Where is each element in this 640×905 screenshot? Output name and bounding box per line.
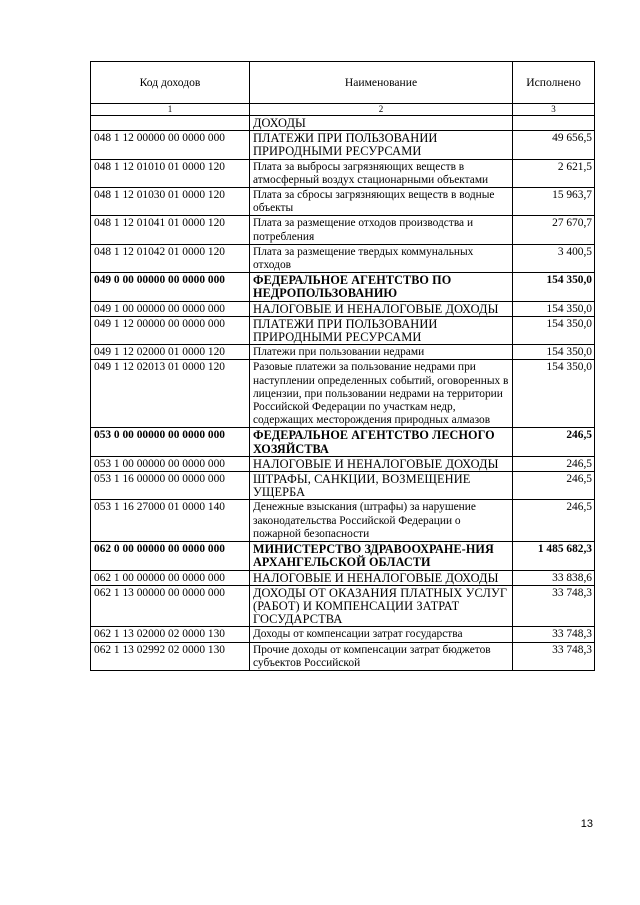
row-amount: 33 748,3: [513, 627, 595, 642]
row-name: ШТРАФЫ, САНКЦИИ, ВОЗМЕЩЕНИЕ УЩЕРБА: [250, 472, 513, 500]
row-code: 049 1 00 00000 00 0000 000: [91, 301, 250, 316]
table-row: [91, 542, 595, 570]
row-name: МИНИСТЕРСТВО ЗДРАВООХРАНЕ-НИЯ АРХАНГЕЛЬСКОЙ ОБЛАСТИ: [250, 542, 513, 570]
row-amount: 3 400,5: [513, 244, 595, 272]
row-name: НАЛОГОВЫЕ И НЕНАЛОГОВЫЕ ДОХОДЫ: [250, 301, 513, 316]
row-name: Плата за размещение отходов производства и потребления: [250, 216, 513, 244]
table-row: [91, 570, 595, 585]
row-code: 062 0 00 00000 00 0000 000: [91, 542, 250, 570]
row-name: Плата за выбросы загрязняющих веществ в атмосферный воздух стационарными объектами: [250, 159, 513, 187]
row-code: 048 1 12 01030 01 0000 120: [91, 188, 250, 216]
row-name: ДОХОДЫ ОТ ОКАЗАНИЯ ПЛАТНЫХ УСЛУГ (РАБОТ) И КОМПЕНСАЦИИ ЗАТРАТ ГОСУДАРСТВА: [250, 585, 513, 627]
row-code: 048 1 12 01041 01 0000 120: [91, 216, 250, 244]
row-amount: [513, 116, 595, 131]
header-row: [91, 62, 595, 104]
table-row: [91, 345, 595, 360]
table-body: [91, 116, 595, 671]
row-code: 048 1 12 00000 00 0000 000: [91, 131, 250, 159]
row-code: 053 1 00 00000 00 0000 000: [91, 456, 250, 471]
table-row: [91, 585, 595, 627]
column-number-1: 1: [91, 104, 250, 116]
table-row: [91, 500, 595, 542]
table-row: [91, 188, 595, 216]
table-row: [91, 273, 595, 301]
row-name: Плата за сбросы загрязняющих веществ в водные объекты: [250, 188, 513, 216]
table-row: [91, 116, 595, 131]
row-amount: 33 838,6: [513, 570, 595, 585]
row-code: 048 1 12 01042 01 0000 120: [91, 244, 250, 272]
table-row: [91, 244, 595, 272]
page-number: 13: [580, 818, 593, 830]
row-code: 053 1 16 00000 00 0000 000: [91, 472, 250, 500]
row-amount: 246,5: [513, 500, 595, 542]
row-code: 062 1 13 02992 02 0000 130: [91, 642, 250, 670]
row-code: 053 0 00 00000 00 0000 000: [91, 428, 250, 456]
table-row: [91, 428, 595, 456]
row-amount: 15 963,7: [513, 188, 595, 216]
row-name: Плата за размещение твердых коммунальных отходов: [250, 244, 513, 272]
row-amount: 154 350,0: [513, 316, 595, 344]
row-amount: 49 656,5: [513, 131, 595, 159]
row-amount: 154 350,0: [513, 345, 595, 360]
column-number-3: 3: [513, 104, 595, 116]
row-name: НАЛОГОВЫЕ И НЕНАЛОГОВЫЕ ДОХОДЫ: [250, 570, 513, 585]
table-row: [91, 216, 595, 244]
table-row: [91, 131, 595, 159]
row-code: 053 1 16 27000 01 0000 140: [91, 500, 250, 542]
table-row: [91, 159, 595, 187]
row-amount: 1 485 682,3: [513, 542, 595, 570]
row-code: 049 0 00 00000 00 0000 000: [91, 273, 250, 301]
row-amount: 33 748,3: [513, 585, 595, 627]
row-code: 049 1 12 00000 00 0000 000: [91, 316, 250, 344]
table-row: [91, 472, 595, 500]
row-amount: 27 670,7: [513, 216, 595, 244]
row-code: 048 1 12 01010 01 0000 120: [91, 159, 250, 187]
revenue-table: [90, 61, 595, 671]
row-code: 062 1 00 00000 00 0000 000: [91, 570, 250, 585]
header-name: Наименование: [250, 62, 513, 104]
row-amount: 2 621,5: [513, 159, 595, 187]
row-amount: 154 350,0: [513, 360, 595, 428]
row-code: [91, 116, 250, 131]
table-row: [91, 316, 595, 344]
row-name: ПЛАТЕЖИ ПРИ ПОЛЬЗОВАНИИ ПРИРОДНЫМИ РЕСУРСАМИ: [250, 131, 513, 159]
column-number-row: [91, 104, 595, 116]
table-row: [91, 360, 595, 428]
row-name: Доходы от компенсации затрат государства: [250, 627, 513, 642]
row-name: НАЛОГОВЫЕ И НЕНАЛОГОВЫЕ ДОХОДЫ: [250, 456, 513, 471]
row-name: ФЕДЕРАЛЬНОЕ АГЕНТСТВО ЛЕСНОГО ХОЗЯЙСТВА: [250, 428, 513, 456]
table-row: [91, 456, 595, 471]
row-name: ФЕДЕРАЛЬНОЕ АГЕНТСТВО ПО НЕДРОПОЛЬЗОВАНИЮ: [250, 273, 513, 301]
row-amount: 154 350,0: [513, 301, 595, 316]
table-row: [91, 627, 595, 642]
row-amount: 246,5: [513, 456, 595, 471]
column-number-2: 2: [250, 104, 513, 116]
row-name: ПЛАТЕЖИ ПРИ ПОЛЬЗОВАНИИ ПРИРОДНЫМИ РЕСУРСАМИ: [250, 316, 513, 344]
row-amount: 246,5: [513, 472, 595, 500]
row-amount: 33 748,3: [513, 642, 595, 670]
table-row: [91, 642, 595, 670]
row-amount: 154 350,0: [513, 273, 595, 301]
row-name: Прочие доходы от компенсации затрат бюджетов субъектов Российской: [250, 642, 513, 670]
row-amount: 246,5: [513, 428, 595, 456]
row-code: 062 1 13 02000 02 0000 130: [91, 627, 250, 642]
row-name: Денежные взыскания (штрафы) за нарушение законодательства Российской Федерации о пожарной безопасности: [250, 500, 513, 542]
row-name: ДОХОДЫ: [250, 116, 513, 131]
header-amount: Исполнено: [513, 62, 595, 104]
row-name: Разовые платежи за пользование недрами при наступлении определенных событий, оговоренных в лицензии, при пользовании недрами на территории Российской Федерации по участкам недр, содержащих месторождения природных алмазов: [250, 360, 513, 428]
row-code: 049 1 12 02013 01 0000 120: [91, 360, 250, 428]
table-row: [91, 301, 595, 316]
header-code: Код доходов: [91, 62, 250, 104]
row-code: 062 1 13 00000 00 0000 000: [91, 585, 250, 627]
row-name: Платежи при пользовании недрами: [250, 345, 513, 360]
row-code: 049 1 12 02000 01 0000 120: [91, 345, 250, 360]
